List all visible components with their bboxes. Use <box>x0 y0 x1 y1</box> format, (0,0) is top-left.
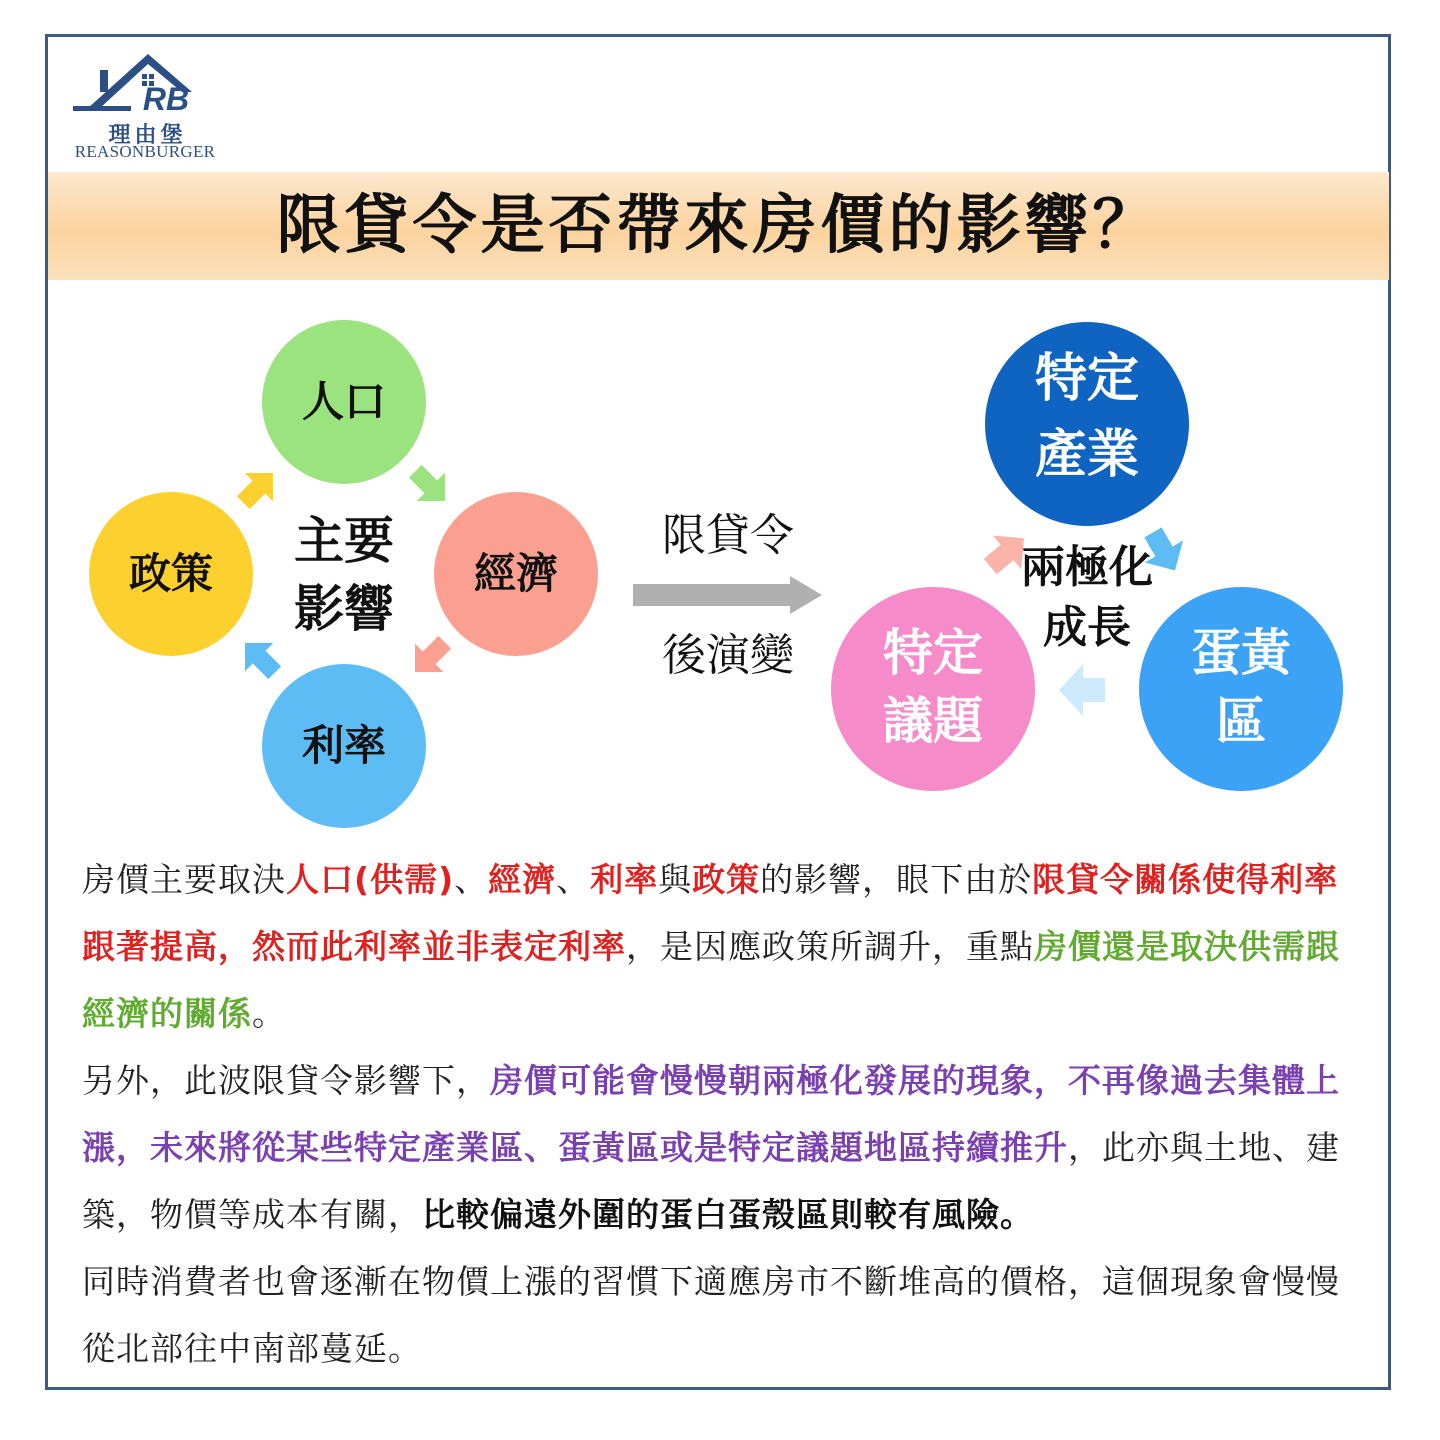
left-center-label-line1: 主要 <box>294 512 394 570</box>
right-center-label-line1: 兩極化 <box>1021 542 1153 593</box>
highlight-population: 人口(供需) <box>286 860 455 899</box>
highlight-policy: 政策 <box>692 860 761 899</box>
node-label-core-line1: 蛋黃 <box>1191 624 1291 682</box>
node-label-population: 人口 <box>301 377 386 426</box>
node-label-issue-line1: 特定 <box>883 624 983 682</box>
transition-arrow <box>633 576 822 614</box>
node-label-core-line2: 區 <box>1216 692 1266 750</box>
highlight-polarization: 房價可能會慢慢朝兩極化發展的現象，不再像過去集體上漲，未來將從某些特定產業區、蛋黃區或是特定議題地區持續推升 <box>82 1061 1340 1167</box>
paragraph-1-run: 的影響，眼下由於 <box>760 860 1033 899</box>
highlight-interest: 利率 <box>590 860 659 899</box>
left-center-label-line2: 影響 <box>294 580 394 638</box>
logo-name-cn: 理由堡 <box>108 122 187 148</box>
cycle-arrow-core-to-issue <box>1059 664 1105 716</box>
highlight-economy: 經濟 <box>488 860 557 899</box>
cycle-arrow-population-to-economy <box>401 457 459 515</box>
paragraph-3 <box>82 1248 1352 1382</box>
paragraph-2-run: ，此亦與土地、建築，物價等成本有關， <box>82 1128 1340 1234</box>
transition-bottom-label: 後演變 <box>662 630 794 681</box>
paragraph-2-run: 另外，此波限貸令影響下， <box>82 1061 490 1100</box>
paragraph-1-run: 、 <box>556 860 591 899</box>
paragraph-1-run: 與 <box>658 860 693 899</box>
page-title: 限貸令是否帶來房價的影響？ <box>276 189 1161 263</box>
highlight-key-point: 房價還是取決供需跟經濟的關係 <box>82 927 1340 1033</box>
right-center-label-line2: 成長 <box>1043 602 1131 653</box>
node-label-issue-line2: 議題 <box>883 692 983 750</box>
paragraph-1 <box>82 846 1352 1047</box>
paragraph-1-run: 、 <box>454 860 489 899</box>
paragraph-1-run: ，是因應政策所調升，重點 <box>626 927 1034 966</box>
node-label-industry-line1: 特定 <box>1034 349 1139 409</box>
transition-top-label: 限貸令 <box>662 510 794 561</box>
highlight-loan-limit-effect: 限貸令關係使得利率跟著提高，然而此利率並非表定利率 <box>82 860 1339 966</box>
svg-text:RB: RB <box>142 81 190 117</box>
highlight-risk: 比較偏遠外圍的蛋白蛋殼區則較有風險。 <box>422 1195 1034 1234</box>
node-label-industry-line2: 產業 <box>1034 425 1139 485</box>
paragraph-3-run: 同時消費者也會逐漸在物價上漲的習慣下適應房市不斷堆高的價格，這個現象會慢慢從北部往中南部蔓延。 <box>82 1262 1340 1368</box>
node-label-economy: 經濟 <box>473 549 558 598</box>
logo-name-en: REASONBURGER <box>74 142 216 161</box>
paragraph-1-run: 。 <box>252 994 286 1033</box>
paragraph-2 <box>82 1047 1352 1248</box>
body-text <box>82 846 1352 1382</box>
paragraph-1-run: 房價主要取決 <box>82 860 286 899</box>
node-label-interest: 利率 <box>301 721 386 770</box>
node-label-policy: 政策 <box>128 549 213 598</box>
